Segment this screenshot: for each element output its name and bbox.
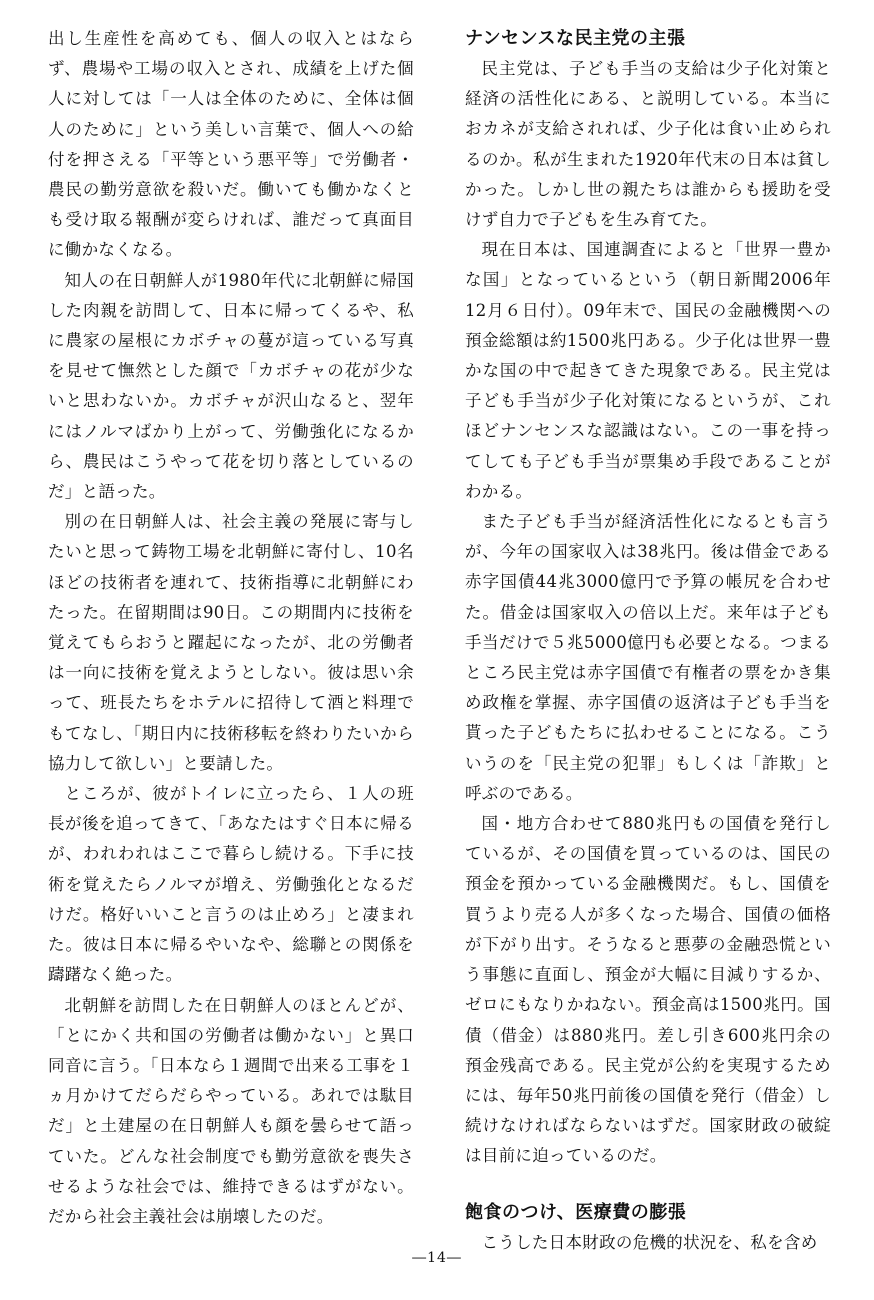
paragraph: 別の在日朝鮮人は、社会主義の発展に寄与したいと思って鋳物工場を北朝鮮に寄付し、10名ほどの技術者を連れて、技術指導に北朝鮮にわたった。在留期間は90日。この期間内に技術を覚えてもらおうと躍起になったが、北の労働者は一向に技術を覚えようとしない。彼は思い余って、班長たちをホテルに招待して酒と料理でもてなし、「期日内に技術移転を終わりたいから協力して欲しい」と要請した。 (48, 512, 414, 773)
paragraph: 北朝鮮を訪問した在日朝鮮人のほとんどが、「とにかく共和国の労働者は働かない」と異口同音に言う。「日本なら１週間で出来る工事を１ヵ月かけてだらだらやっている。あれでは駄目だ」と土建屋の在日朝鮮人も顔を曇らせて語っていた。どんな社会制度でも勤労意欲を喪失させるような社会では、維持できるはずがない。だから社会主義社会は崩壊したのだ。 (48, 995, 414, 1226)
section-heading: 飽食のつけ、医療費の膨張 (465, 1201, 687, 1223)
left-column (48, 24, 414, 1232)
paragraph: 国・地方合わせて880兆円もの国債を発行しているが、その国債を買っているのは、国民の預金を預かっている金融機関だ。もし、国債を買うより売る人が多くなった場合、国債の価格が下がり出す。そうなると悪夢の金融恐慌という事態に直面し、預金が大幅に目減りするか、ゼロにもなりかねない。預金高は1500兆円。国債（借金）は880兆円。差し引き600兆円余の預金残高である。民主党が公約を実現するためには、毎年50兆円前後の国債を発行（借金）し続けなければならないはずだ。国家財政の破綻は目前に迫っているのだ。 (465, 814, 831, 1166)
paragraph: ところが、彼がトイレに立ったら、１人の班長が後を追ってきて、「あなたはすぐ日本に帰るが、われわれはここで暮らし続ける。下手に技術を覚えたらノルマが増え、労働強化となるだけだ。格好いいこと言うのは止めろ」と凄まれた。彼は日本に帰るやいなや、総聯との関係を躊躇なく絶った。 (48, 784, 414, 985)
page-number: ―14― (412, 1250, 462, 1266)
paragraph: 現在日本は、国連調査によると「世界一豊かな国」となっているという（朝日新聞2006年12月６日付）。09年末で、国民の金融機関への預金総額は約1500兆円ある。少子化は世界一豊かな国の中で起きてきた現象である。民主党は子ども手当が少子化対策になるというが、これほどナンセンスな認識はない。この一事を持ってしても子ども手当が票集め手段であることがわかる。 (465, 240, 831, 501)
section-heading: ナンセンスな民主党の主張 (465, 28, 686, 49)
paragraph: 知人の在日朝鮮人が1980年代に北朝鮮に帰国した肉親を訪問して、日本に帰ってくるや、私に農家の屋根にカボチャの蔓が這っている写真を見せて憮然とした顔で「カボチャの花が少ないと思わないか。カボチャが沢山なると、翌年にはノルマばかり上がって、労働強化になるから、農民はこうやって花を切り落としているのだ」と語った。 (48, 270, 414, 502)
paragraph: こうした日本財政の危機的状況を、私を含め (481, 1232, 818, 1252)
paragraph: また子ども手当が経済活性化になるとも言うが、今年の国家収入は38兆円。後は借金である赤字国債44兆3000億円で予算の帳尻を合わせた。借金は国家収入の倍以上だ。来年は子ども手当だけで５兆5000億円も必要となる。つまるところ民主党は赤字国債で有権者の票をかき集め政権を掌握、赤字国債の返済は子ども手当を貰った子どもたちに払わせることになる。こういうのを「民主党の犯罪」もしくは「詐欺」と呼ぶのである。 (465, 512, 831, 803)
right-column (465, 24, 831, 1258)
paragraph: 民主党は、子ども手当の支給は少子化対策と経済の活性化にある、と説明している。本当におカネが支給されれば、少子化は食い止められるのか。私が生まれた1920年代末の日本は貧しかった。しかし世の親たちは誰からも援助を受けず自力で子どもを生み育てた。 (465, 59, 831, 230)
paragraph: 出し生産性を高めても、個人の収入とはならず、農場や工場の収入とされ、成績を上げた個人に対しては「一人は全体のために、全体は個人のために」という美しい言葉で、個人への給付を押さえる「平等という悪平等」で労働者・農民の勤労意欲を殺いだ。働いても働かなくとも受け取る報酬が変らければ、誰だって真面目に働かなくなる。 (48, 29, 414, 260)
